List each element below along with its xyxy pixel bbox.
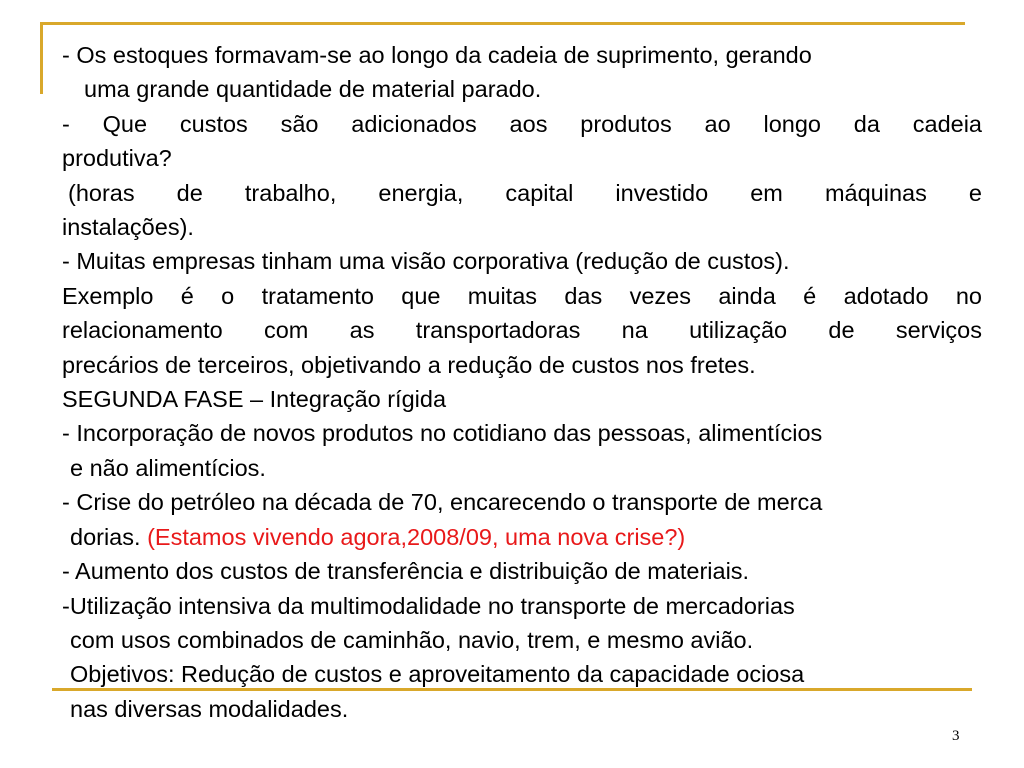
text-line: com usos combinados de caminhão, navio, trem, e mesmo avião. (70, 626, 754, 653)
text-line: uma grande quantidade de material parado. (84, 76, 542, 103)
highlighted-question: (Estamos vivendo agora,2008/09, uma nova crise?) (147, 523, 686, 550)
text-line: instalações). (62, 214, 194, 241)
text-line: relacionamento com as transportadoras na utilização de serviços (62, 317, 982, 344)
text-line: - Aumento dos custos de transferência e distribuição de materiais. (62, 558, 750, 585)
text-line: - Que custos são adicionados aos produtos ao longo da cadeia (62, 110, 982, 137)
section-heading: SEGUNDA FASE – Integração rígida (62, 386, 447, 413)
text-line: -Utilização intensiva da multimodalidade no transporte de mercadorias (62, 592, 795, 619)
text-fragment: dorias. (70, 523, 141, 550)
top-rule (40, 22, 965, 25)
text-line: precários de terceiros, objetivando a redução de custos nos fretes. (62, 351, 756, 378)
left-rule (40, 22, 43, 94)
text-line: produtiva? (62, 145, 172, 172)
text-line: nas diversas modalidades. (70, 695, 349, 722)
text-line: Objetivos: Redução de custos e aproveitamento da capacidade ociosa (70, 661, 805, 688)
text-line: e não alimentícios. (70, 454, 266, 481)
text-line: - Crise do petróleo na década de 70, encarecendo o transporte de merca (62, 489, 823, 516)
text-line: - Os estoques formavam-se ao longo da cadeia de suprimento, gerando (62, 42, 812, 68)
page-number: 3 (952, 728, 960, 744)
text-line (62, 520, 982, 554)
text-line: - Muitas empresas tinham uma visão corporativa (redução de custos). (62, 248, 790, 275)
text-line: Exemplo é o tratamento que muitas das vezes ainda é adotado no (62, 282, 982, 309)
text-line: (horas de trabalho, energia, capital investido em máquinas e (68, 179, 982, 206)
slide-body (62, 38, 982, 726)
text-line: - Incorporação de novos produtos no cotidiano das pessoas, alimentícios (62, 420, 823, 447)
